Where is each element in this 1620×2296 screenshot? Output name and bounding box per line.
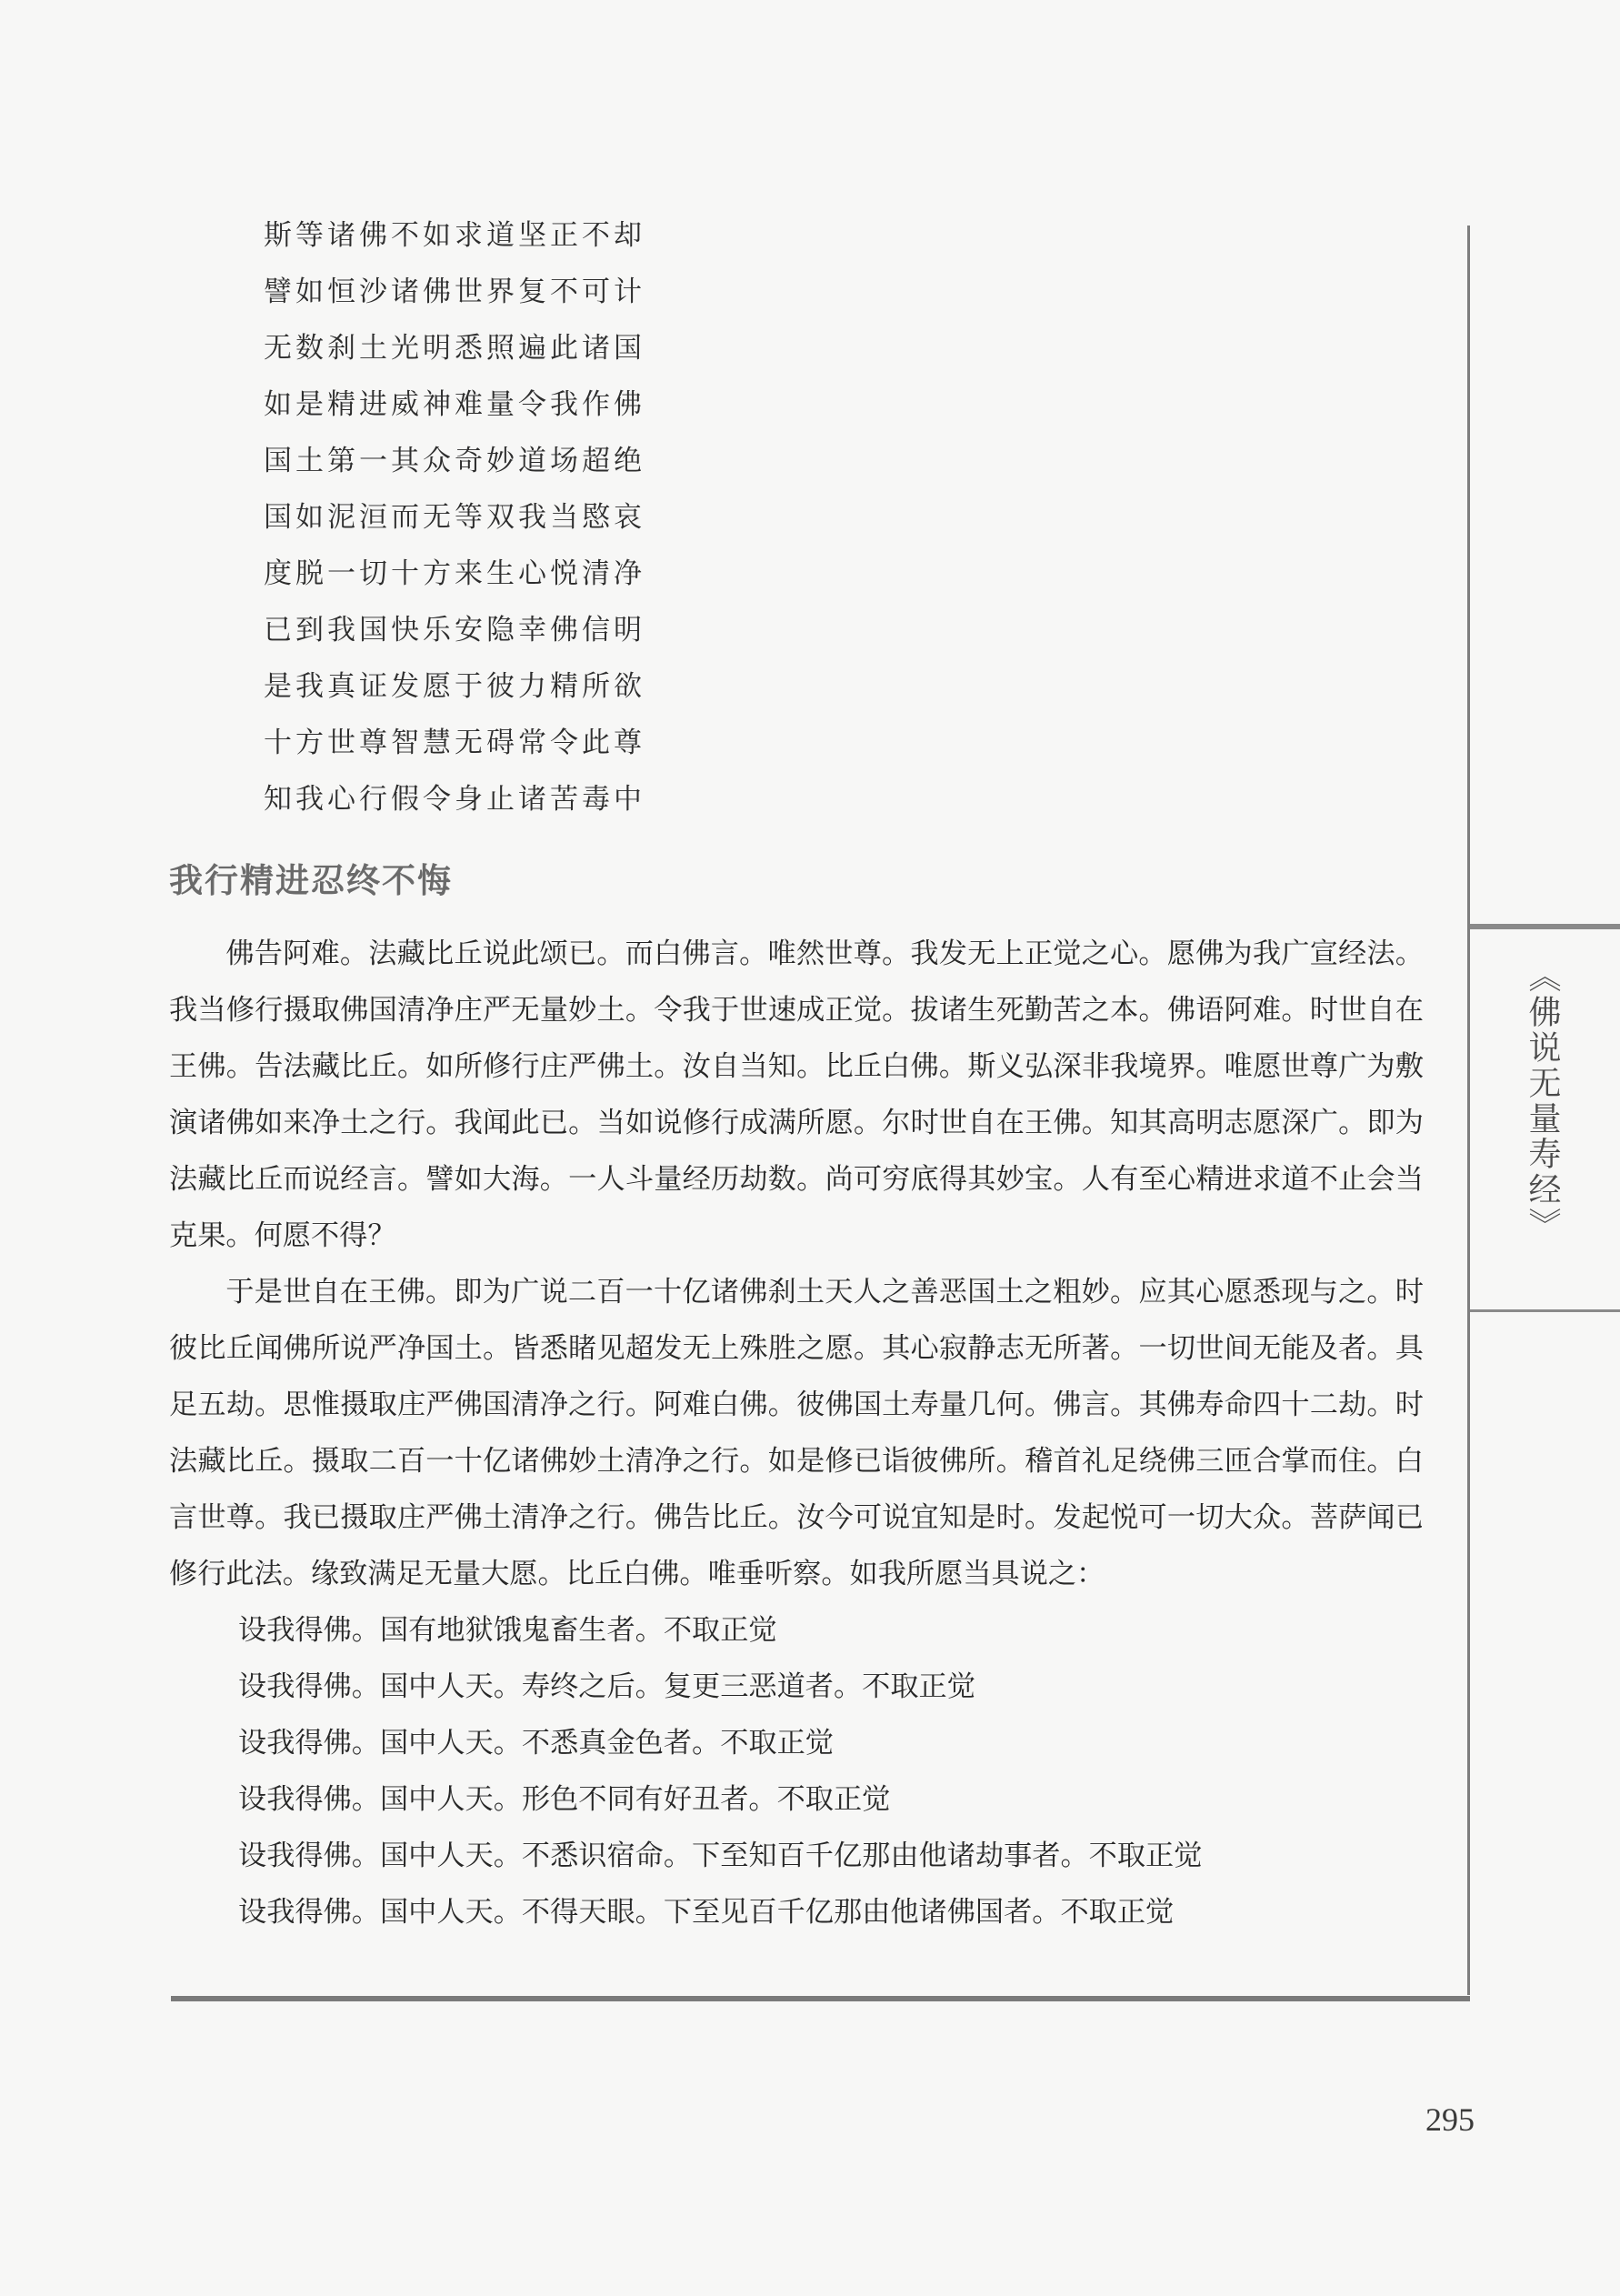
side-tab-bottom-divider xyxy=(1470,1309,1620,1312)
paragraph: 于是世自在王佛。即为广说二百一十亿诸佛刹土天人之善恶国土之粗妙。应其心愿悉现与之。时彼比丘闻佛所说严净国土。皆悉睹见超发无上殊胜之愿。其心寂静志无所著。一切世间无能及者。具足五劫。思惟摄取庄严佛国清净之行。阿难白佛。彼佛国土寿量几何。佛言。其佛寿命四十二劫。时法藏比丘。摄取二百一十亿诸佛妙土清净之行。如是修已诣彼佛所。稽首礼足绕佛三匝合掌而住。白言世尊。我已摄取庄严佛土清净之行。佛告比丘。汝今可说宜知是时。发起悦可一切大众。菩萨闻已修行此法。缘致满足无量大愿。比丘白佛。唯垂听察。如我所愿当具说之： xyxy=(169,1276,1424,1590)
body-text xyxy=(169,926,1424,1940)
vow-line: 设我得佛。国中人天。形色不同有好丑者。不取正觉 xyxy=(238,1783,891,1816)
section-heading: 我行精进忍终不悔 xyxy=(169,861,453,900)
paragraph: 佛告阿难。法藏比丘说此颂已。而白佛言。唯然世尊。我发无上正觉之心。愿佛为我广宣经法。我当修行摄取佛国清净庄严无量妙土。令我于世速成正觉。拔诸生死勤苦之本。佛语阿难。时世自在王佛。告法藏比丘。如所修行庄严佛土。汝自当知。比丘白佛。斯义弘深非我境界。唯愿世尊广为敷演诸佛如来净土之行。我闻此已。当如说修行成满所愿。尔时世自在王佛。知其高明志愿深广。即为法藏比丘而说经言。譬如大海。一人斗量经历劫数。尚可穷底得其妙宝。人有至心精进求道不止会当克果。何愿不得？ xyxy=(169,937,1424,1252)
vow-line: 设我得佛。国有地狱饿鬼畜生者。不取正觉 xyxy=(238,1614,777,1647)
verse-block xyxy=(264,207,664,827)
verse-line: 无数刹土光明悉照遍此诸国 xyxy=(264,332,645,365)
vow-line: 设我得佛。国中人天。不得天眼。下至见百千亿那由他诸佛国者。不取正觉 xyxy=(238,1896,1175,1929)
right-frame-line xyxy=(1467,226,1470,1995)
verse-line: 譬如恒沙诸佛世界复不可计 xyxy=(264,276,645,308)
vow-line: 设我得佛。国中人天。寿终之后。复更三恶道者。不取正觉 xyxy=(238,1670,975,1703)
verse-line: 国如泥洹而无等双我当愍哀 xyxy=(264,501,645,534)
verse-line: 是我真证发愿于彼力精所欲 xyxy=(264,670,645,703)
side-tab-book-title: 《佛说无量寿经》 xyxy=(1524,959,1561,1243)
bottom-rule xyxy=(171,1996,1470,2001)
vow-line: 设我得佛。国中人天。不悉真金色者。不取正觉 xyxy=(238,1727,834,1760)
verse-line: 国土第一其众奇妙道场超绝 xyxy=(264,445,645,477)
verse-line: 已到我国快乐安隐幸佛信明 xyxy=(264,614,645,647)
side-tab-top-divider xyxy=(1470,924,1620,929)
verse-line: 如是精进威神难量令我作佛 xyxy=(264,388,645,421)
verse-line: 十方世尊智慧无碍常令此尊 xyxy=(264,727,645,759)
page-number: 295 xyxy=(1425,2101,1475,2138)
verse-line: 知我心行假令身止诸苦毒中 xyxy=(264,783,645,816)
vow-line: 设我得佛。国中人天。不悉识宿命。下至知百千亿那由他诸劫事者。不取正觉 xyxy=(238,1840,1203,1872)
verse-line: 斯等诸佛不如求道坚正不却 xyxy=(264,219,645,252)
verse-line: 度脱一切十方来生心悦清净 xyxy=(264,557,645,590)
